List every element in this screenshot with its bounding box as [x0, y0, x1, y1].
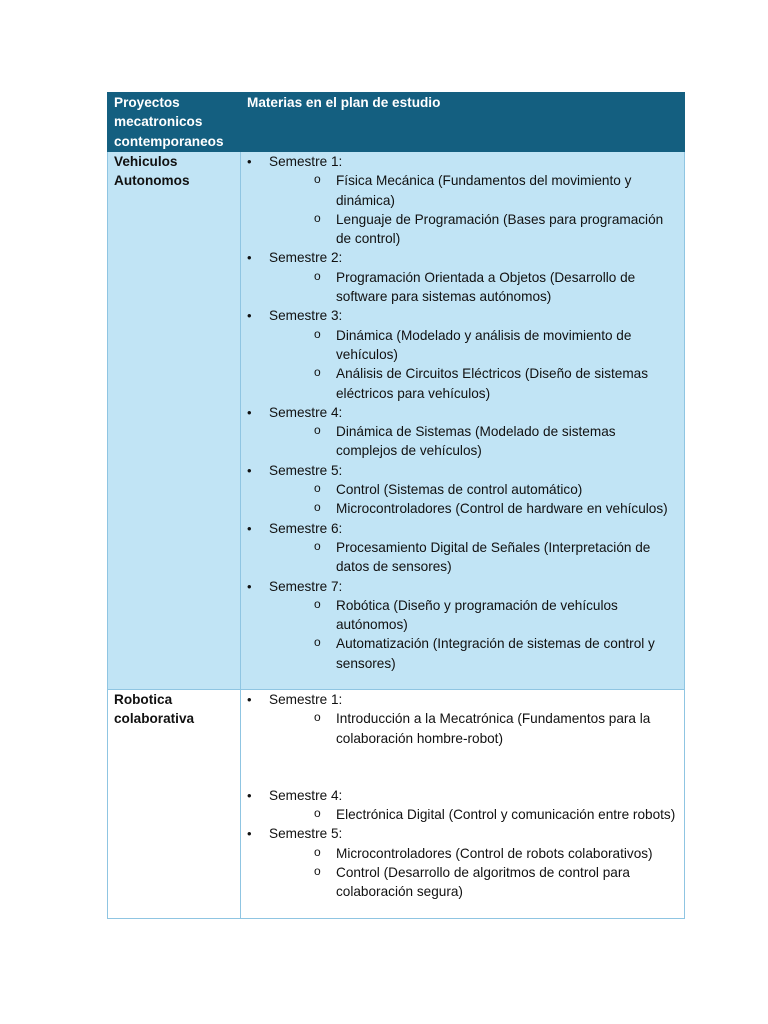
subject-item: o Dinámica (Modelado y análisis de movimiento de vehículos): [314, 326, 678, 365]
semester-item: [247, 461, 678, 519]
subject-item: o Análisis de Circuitos Eléctricos (Diseño de sistemas eléctricos para vehículos): [314, 364, 678, 403]
project-cell: [108, 690, 241, 919]
semester-list: [247, 152, 678, 673]
subject-list: [269, 805, 678, 824]
subject-item: o Electrónica Digital (Control y comunicación entre robots): [314, 805, 678, 824]
subject-item: o Programación Orientada a Objetos (Desarrollo de software para sistemas autónomos): [314, 268, 678, 307]
subjects-cell: [241, 690, 685, 919]
semester-item: [247, 403, 678, 461]
subject-item: o Microcontroladores (Control de hardware en vehículos): [314, 499, 678, 518]
semester-item: [247, 152, 678, 248]
subject-list: [269, 268, 678, 307]
semester-label: Semestre 1:: [269, 154, 343, 169]
semester-item: [247, 577, 678, 673]
semester-label: Semestre 3:: [269, 308, 343, 324]
table-row: [108, 152, 685, 690]
semester-label: Semestre 1:: [269, 692, 343, 707]
subject-item: o Dinámica de Sistemas (Modelado de sistemas complejos de vehículos): [314, 422, 678, 461]
table-row: [108, 690, 685, 919]
curriculum-table: [107, 92, 685, 919]
subjects-cell: [241, 152, 685, 690]
project-name: Vehiculos Autonomos: [114, 154, 190, 189]
subject-list: [269, 171, 678, 248]
semester-label: Semestre 5:: [269, 462, 343, 478]
header-row: [108, 93, 685, 152]
subject-item: o Lenguaje de Programación (Bases para programación de control): [314, 210, 678, 249]
subject-list: [269, 422, 678, 461]
header-subjects: Materias en el plan de estudio: [241, 93, 685, 152]
subject-item: o Procesamiento Digital de Señales (Interpretación de datos de sensores): [314, 538, 678, 577]
project-name: Robotica colaborativa: [114, 692, 195, 727]
subject-item: o Microcontroladores (Control de robots colaborativos): [314, 844, 678, 863]
semester-label: Semestre 5:: [269, 826, 343, 842]
subject-item: o Automatización (Integración de sistemas de control y sensores): [314, 634, 678, 673]
semester-label: Semestre 4:: [269, 787, 343, 803]
header-projects: Proyectos mecatronicos contemporaneos: [108, 93, 241, 152]
subject-item: o Control (Desarrollo de algoritmos de control para colaboración segura): [314, 863, 678, 902]
subject-list: [269, 480, 678, 519]
semester-label: Semestre 2:: [269, 250, 343, 266]
subject-item: o Robótica (Diseño y programación de vehículos autónomos): [314, 596, 678, 635]
semester-item: [247, 824, 678, 901]
subject-list: [269, 326, 678, 403]
semester-item: [247, 306, 678, 402]
subject-item: o Introducción a la Mecatrónica (Fundamentos para la colaboración hombre-robot): [314, 709, 678, 748]
blank-gap: [247, 748, 678, 786]
semester-item: [247, 248, 678, 306]
semester-item: [247, 519, 678, 577]
subject-list: [269, 709, 678, 748]
project-cell: [108, 152, 241, 690]
semester-list: [247, 690, 678, 748]
subject-list: [269, 844, 678, 902]
subject-item: o Física Mecánica (Fundamentos del movimiento y dinámica): [314, 171, 678, 210]
semester-list: [247, 786, 678, 902]
subject-list: [269, 538, 678, 577]
semester-label: Semestre 7:: [269, 578, 343, 594]
semester-item: [247, 786, 678, 825]
subject-list: [269, 596, 678, 673]
semester-label: Semestre 6:: [269, 520, 343, 536]
subject-item: o Control (Sistemas de control automático): [314, 480, 678, 499]
semester-label: Semestre 4:: [269, 404, 343, 420]
semester-item: [247, 690, 678, 748]
